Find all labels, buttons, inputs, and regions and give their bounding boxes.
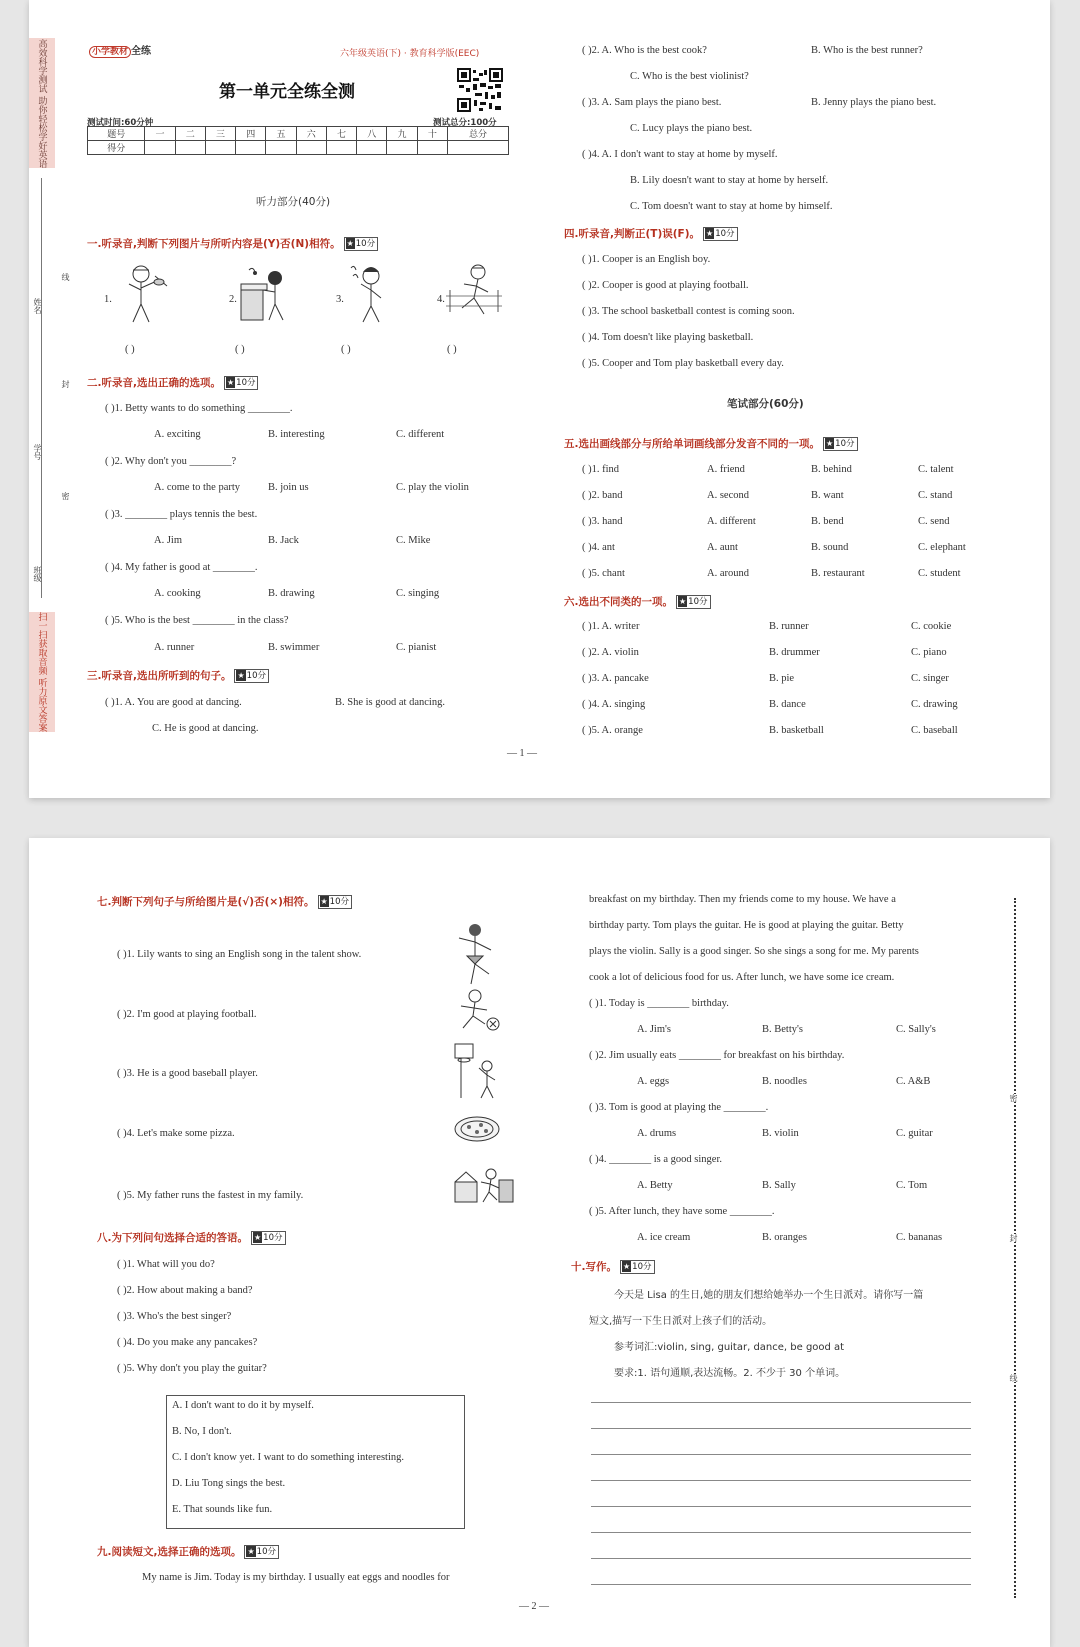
option[interactable]: A. runner xyxy=(154,642,195,653)
question: ( )4. Do you make any pancakes? xyxy=(117,1337,258,1348)
section-10-title-text: 十.写作。 xyxy=(571,1261,617,1273)
pianist-girl-picture xyxy=(239,264,291,324)
option[interactable]: C. singing xyxy=(396,588,440,599)
option[interactable]: B. drummer xyxy=(769,647,820,658)
option[interactable]: C. drawing xyxy=(911,699,958,710)
violinist-boy-picture xyxy=(119,262,169,324)
option[interactable]: B. oranges xyxy=(762,1232,807,1243)
section-7-title-text: 七.判断下列句子与所给图片是(√)否(×)相符。 xyxy=(97,896,315,908)
question: ( )1. A. You are good at dancing. xyxy=(105,697,242,708)
writing-line[interactable] xyxy=(591,1402,971,1403)
name-field-label: 姓名 xyxy=(33,298,42,314)
answer-paren-4[interactable]: ( ) xyxy=(447,344,457,355)
option[interactable]: C. different xyxy=(396,429,445,440)
true-false-item: ( )2. Cooper is good at playing football. xyxy=(582,280,749,291)
question: ( )4. My father is good at ________. xyxy=(105,562,258,573)
score-cell: 十 xyxy=(417,127,447,141)
answer-paren-2[interactable]: ( ) xyxy=(235,344,245,355)
score-cell: 一 xyxy=(145,127,175,141)
score-cell: 七 xyxy=(326,127,356,141)
question: ( )3. A. Sam plays the piano best. xyxy=(582,97,722,108)
question: ( )4. ant xyxy=(582,542,615,553)
sidebar-bottom-text: 扫一扫获取音频 听力原文答案 xyxy=(36,612,47,732)
option[interactable]: C. stand xyxy=(918,490,953,501)
question: ( )1. Today is ________ birthday. xyxy=(589,998,729,1009)
score-input-cell[interactable] xyxy=(326,141,356,155)
basketball-boy-picture xyxy=(453,1042,503,1100)
option[interactable]: B. join us xyxy=(268,482,309,493)
option[interactable]: C. Sally's xyxy=(896,1024,936,1035)
question: ( )5. chant xyxy=(582,568,625,579)
answer-option[interactable]: A. I don't want to do it by myself. xyxy=(172,1400,314,1411)
listening-heading: 听力部分(40分) xyxy=(256,196,331,208)
points-value: 10分 xyxy=(688,597,708,607)
writing-line[interactable] xyxy=(591,1506,971,1507)
option[interactable]: A. drums xyxy=(637,1128,677,1139)
judge-item: ( )3. He is a good baseball player. xyxy=(117,1068,258,1079)
option[interactable]: C. baseball xyxy=(911,725,958,736)
question: ( )5. Who is the best ________ in the class? xyxy=(105,615,289,626)
seal-mark-mi: 密 xyxy=(61,492,70,500)
page-title: 第一单元全练全测 xyxy=(219,82,355,102)
passage-line: plays the violin. Sally is a good singer. So she sings a song for me. My parents xyxy=(589,946,919,957)
writing-prompt-line: 今天是 Lisa 的生日,她的朋友们想给她举办一个生日派对。请你写一篇 xyxy=(614,1290,924,1301)
option[interactable]: A. come to the party xyxy=(154,482,241,493)
section-10-title xyxy=(571,1259,655,1274)
option[interactable]: B. She is good at dancing. xyxy=(335,697,445,708)
option[interactable]: C. cookie xyxy=(911,621,952,632)
option[interactable]: B. swimmer xyxy=(268,642,320,653)
seal-mark-mi: 密 xyxy=(1009,1094,1018,1102)
question: ( )5. A. orange xyxy=(582,725,643,736)
writing-line[interactable] xyxy=(591,1558,971,1559)
picture-number-4: 4. xyxy=(437,294,445,305)
section-1-title xyxy=(87,236,378,251)
points-value: 10分 xyxy=(246,671,266,681)
score-cell: 得分 xyxy=(88,141,145,155)
option[interactable]: A. exciting xyxy=(154,429,201,440)
answer-paren-3[interactable]: ( ) xyxy=(341,344,351,355)
option[interactable]: B. dance xyxy=(769,699,806,710)
running-family-picture xyxy=(453,1166,515,1206)
option[interactable]: B. Jenny plays the piano best. xyxy=(811,97,937,108)
score-input-cell[interactable] xyxy=(205,141,235,155)
brand-logo-suffix: 全练 xyxy=(131,46,152,57)
answer-option[interactable]: B. No, I don't. xyxy=(172,1426,232,1437)
question: ( )2. Why don't you ________? xyxy=(105,456,237,467)
passage-line: cook a lot of delicious food for us. After lunch, we have some ice cream. xyxy=(589,972,895,983)
section-5-title-text: 五.选出画线部分与所给单词画线部分发音不同的一项。 xyxy=(564,438,820,450)
page-number-1: — 1 — xyxy=(507,748,537,759)
section-4-title xyxy=(564,226,738,241)
singing-boy-picture xyxy=(347,262,391,324)
grade-label: 六年级英语(下) · 教育科学版(EEC) xyxy=(340,49,480,59)
option[interactable]: A. different xyxy=(707,516,756,527)
brand-logo-name: 小学教材 xyxy=(89,46,131,58)
points-value: 10分 xyxy=(263,1233,283,1243)
question: ( )1. Betty wants to do something ________. xyxy=(105,403,293,414)
section-9-title xyxy=(97,1544,279,1559)
option[interactable]: B. violin xyxy=(762,1128,799,1139)
sidebar-top-text: 高效科学测试 助你轻松学好英语 xyxy=(36,38,47,168)
points-value: 10分 xyxy=(632,1262,652,1272)
writing-line[interactable] xyxy=(591,1532,971,1533)
question: ( )2. A. violin xyxy=(582,647,639,658)
section-3-title-text: 三.听录音,选出所听到的句子。 xyxy=(87,670,232,682)
option[interactable]: B. interesting xyxy=(268,429,325,440)
true-false-item: ( )1. Cooper is an English boy. xyxy=(582,254,711,265)
option[interactable]: C. He is good at dancing. xyxy=(152,723,259,734)
question: ( )2. Jim usually eats ________ for breakfast on his birthday. xyxy=(589,1050,845,1061)
option[interactable]: B. Jack xyxy=(268,535,299,546)
option[interactable]: A. eggs xyxy=(637,1076,670,1087)
true-false-item: ( )4. Tom doesn't like playing basketball. xyxy=(582,332,754,343)
option[interactable]: C. guitar xyxy=(896,1128,933,1139)
sidebar-banner-bottom xyxy=(29,612,55,732)
points-value: 10分 xyxy=(355,239,376,249)
judge-item: ( )1. Lily wants to sing an English song in the talent show. xyxy=(117,949,362,960)
question: ( )3. hand xyxy=(582,516,623,527)
test-time: 测试时间:60分钟 xyxy=(87,118,154,128)
test-total: 测试总分:100分 xyxy=(433,118,497,128)
score-input-cell[interactable] xyxy=(266,141,296,155)
seal-mark-xian: 线 xyxy=(61,273,70,281)
score-input-cell[interactable] xyxy=(357,141,387,155)
score-cell: 九 xyxy=(387,127,417,141)
binding-dotted-line xyxy=(1014,898,1016,1598)
writing-heading: 笔试部分(60分) xyxy=(727,398,804,410)
number-field-label: 学号 xyxy=(33,444,42,460)
picture-number-3: 3. xyxy=(336,294,344,305)
points-badge: ★ 10分 xyxy=(676,595,711,609)
passage-line: My name is Jim. Today is my birthday. I usually eat eggs and noodles for xyxy=(142,1572,450,1583)
option[interactable]: C. play the violin xyxy=(396,482,469,493)
section-9-title-text: 九.阅读短文,选择正确的选项。 xyxy=(97,1546,242,1558)
points-badge: ★ 10分 xyxy=(823,437,858,451)
writing-vocab: 参考词汇:violin, sing, guitar, dance, be good at xyxy=(614,1342,845,1353)
question: ( )4. ________ is a good singer. xyxy=(589,1154,722,1165)
score-input-cell[interactable] xyxy=(175,141,205,155)
dancing-girl-picture xyxy=(449,920,499,986)
sidebar-banner-top xyxy=(29,38,55,168)
points-badge: ★ 10分 xyxy=(344,237,379,251)
points-badge: ★ 10分 xyxy=(234,669,269,683)
option[interactable]: C. talent xyxy=(918,464,954,475)
points-badge: ★ 10分 xyxy=(703,227,738,241)
judge-item: ( )4. Let's make some pizza. xyxy=(117,1128,235,1139)
true-false-item: ( )5. Cooper and Tom play basketball every day. xyxy=(582,358,784,369)
qr-code-icon xyxy=(457,68,503,112)
option[interactable]: C. elephant xyxy=(918,542,966,553)
score-input-cell[interactable] xyxy=(417,141,447,155)
section-1-title-text: 一.听录音,判断下列图片与所听内容是(Y)否(N)相符。 xyxy=(87,238,341,250)
judge-item: ( )2. I'm good at playing football. xyxy=(117,1009,257,1020)
option[interactable]: B. runner xyxy=(769,621,809,632)
question: ( )4. A. singing xyxy=(582,699,646,710)
question: ( )5. After lunch, they have some ________. xyxy=(589,1206,775,1217)
points-badge: ★ 10分 xyxy=(620,1260,655,1274)
answer-option[interactable]: E. That sounds like fun. xyxy=(172,1504,273,1515)
score-cell: 五 xyxy=(266,127,296,141)
class-field-label: 班级 xyxy=(33,566,42,582)
option[interactable]: B. basketball xyxy=(769,725,824,736)
score-table-header-row xyxy=(88,127,509,141)
score-cell: 三 xyxy=(205,127,235,141)
page-number-2: — 2 — xyxy=(519,1601,549,1612)
score-input-cell[interactable] xyxy=(387,141,417,155)
score-cell: 总分 xyxy=(448,127,509,141)
question: ( )4. A. I don't want to stay at home by myself. xyxy=(582,149,778,160)
option[interactable]: A. Jim xyxy=(154,535,183,546)
question: ( )2. How about making a band? xyxy=(117,1285,253,1296)
pizza-picture xyxy=(453,1114,501,1144)
answer-option[interactable]: D. Liu Tong sings the best. xyxy=(172,1478,286,1489)
seal-mark-feng: 封 xyxy=(61,380,70,388)
brand-logo xyxy=(89,42,151,57)
question: ( )2. A. Who is the best cook? xyxy=(582,45,707,56)
option[interactable]: A. around xyxy=(707,568,749,579)
exam-page-1 xyxy=(29,0,1050,798)
writing-line[interactable] xyxy=(591,1454,971,1455)
option[interactable]: B. bend xyxy=(811,516,844,527)
option[interactable]: B. pie xyxy=(769,673,795,684)
points-value: 10分 xyxy=(256,1547,276,1557)
score-table-score-row xyxy=(88,141,509,155)
score-cell: 题号 xyxy=(88,127,145,141)
question: ( )3. Who's the best singer? xyxy=(117,1311,232,1322)
judge-item: ( )5. My father runs the fastest in my family. xyxy=(117,1190,304,1201)
section-2-title-text: 二.听录音,选出正确的选项。 xyxy=(87,377,221,389)
score-cell: 四 xyxy=(236,127,266,141)
points-value: 10分 xyxy=(236,378,256,388)
option[interactable]: B. want xyxy=(811,490,844,501)
points-badge: ★ 10分 xyxy=(318,895,353,909)
option[interactable]: A. ice cream xyxy=(637,1232,691,1243)
points-value: 10分 xyxy=(715,229,735,239)
running-boy-picture xyxy=(444,262,504,322)
option[interactable]: A. cooking xyxy=(154,588,201,599)
exam-page-2 xyxy=(29,838,1050,1647)
option[interactable]: C. Tom xyxy=(896,1180,928,1191)
writing-prompt-line: 短文,描写一下生日派对上孩子们的活动。 xyxy=(589,1316,773,1327)
score-table xyxy=(87,126,509,155)
seal-mark-feng: 封 xyxy=(1009,1234,1018,1242)
option[interactable]: A. friend xyxy=(707,464,745,475)
question: ( )3. A. pancake xyxy=(582,673,649,684)
answer-option[interactable]: C. I don't know yet. I want to do something interesting. xyxy=(172,1452,404,1463)
writing-requirements: 要求:1. 语句通顺,表达流畅。2. 不少于 30 个单词。 xyxy=(614,1368,846,1379)
option[interactable]: B. behind xyxy=(811,464,852,475)
option[interactable]: A. Jim's xyxy=(637,1024,671,1035)
option[interactable]: C. send xyxy=(918,516,950,527)
option[interactable]: B. sound xyxy=(811,542,849,553)
option[interactable]: C. A&B xyxy=(896,1076,931,1087)
option[interactable]: C. Tom doesn't want to stay at home by himself. xyxy=(630,201,833,212)
answer-paren-1[interactable]: ( ) xyxy=(125,344,135,355)
section-6-title xyxy=(564,594,711,609)
true-false-item: ( )3. The school basketball contest is coming soon. xyxy=(582,306,795,317)
question: ( )1. find xyxy=(582,464,620,475)
points-badge: ★ 10分 xyxy=(224,376,259,390)
question: ( )1. A. writer xyxy=(582,621,640,632)
option[interactable]: B. noodles xyxy=(762,1076,807,1087)
option[interactable]: B. restaurant xyxy=(811,568,865,579)
section-8-title-text: 八.为下列问句选择合适的答语。 xyxy=(97,1232,248,1244)
option[interactable]: A. second xyxy=(707,490,749,501)
question: ( )2. band xyxy=(582,490,623,501)
option[interactable]: C. Lucy plays the piano best. xyxy=(630,123,753,134)
passage-line: breakfast on my birthday. Then my friends come to my house. We have a xyxy=(589,894,896,905)
section-6-title-text: 六.选出不同类的一项。 xyxy=(564,596,673,608)
writing-line[interactable] xyxy=(591,1428,971,1429)
score-cell: 六 xyxy=(296,127,326,141)
option[interactable]: B. Sally xyxy=(762,1180,796,1191)
option[interactable]: C. Who is the best violinist? xyxy=(630,71,749,82)
option[interactable]: B. Betty's xyxy=(762,1024,803,1035)
option[interactable]: C. student xyxy=(918,568,961,579)
option[interactable]: C. singer xyxy=(911,673,949,684)
picture-number-1: 1. xyxy=(104,294,112,305)
option[interactable]: A. aunt xyxy=(707,542,738,553)
points-badge: ★ 10分 xyxy=(251,1231,286,1245)
section-8-title xyxy=(97,1230,286,1245)
option[interactable]: A. Betty xyxy=(637,1180,673,1191)
option[interactable]: C. bananas xyxy=(896,1232,943,1243)
writing-line[interactable] xyxy=(591,1480,971,1481)
question: ( )3. Tom is good at playing the ________. xyxy=(589,1102,769,1113)
section-2-title xyxy=(87,375,258,390)
score-cell: 八 xyxy=(357,127,387,141)
option[interactable]: B. Lily doesn't want to stay at home by herself. xyxy=(630,175,829,186)
question: ( )1. What will you do? xyxy=(117,1259,215,1270)
points-badge: ★ 10分 xyxy=(244,1545,279,1559)
seal-mark-xian: 线 xyxy=(1009,1374,1018,1382)
option[interactable]: B. drawing xyxy=(268,588,315,599)
writing-line[interactable] xyxy=(591,1584,971,1585)
option[interactable]: C. piano xyxy=(911,647,947,658)
points-value: 10分 xyxy=(835,439,855,449)
passage-line: birthday party. Tom plays the guitar. He is good at playing the guitar. Betty xyxy=(589,920,904,931)
score-input-cell[interactable] xyxy=(145,141,175,155)
section-7-title xyxy=(97,894,352,909)
points-value: 10分 xyxy=(329,897,349,907)
score-cell: 二 xyxy=(175,127,205,141)
question: ( )5. Why don't you play the guitar? xyxy=(117,1363,267,1374)
option[interactable]: C. Mike xyxy=(396,535,431,546)
score-input-cell[interactable] xyxy=(296,141,326,155)
binding-line xyxy=(41,178,42,598)
score-input-cell[interactable] xyxy=(236,141,266,155)
option[interactable]: C. pianist xyxy=(396,642,437,653)
football-boy-picture xyxy=(453,988,501,1032)
option[interactable]: B. Who is the best runner? xyxy=(811,45,923,56)
section-5-title xyxy=(564,436,858,451)
picture-number-2: 2. xyxy=(229,294,237,305)
section-3-title xyxy=(87,668,269,683)
section-4-title-text: 四.听录音,判断正(T)误(F)。 xyxy=(564,228,701,240)
score-input-cell[interactable] xyxy=(448,141,509,155)
question: ( )3. ________ plays tennis the best. xyxy=(105,509,258,520)
